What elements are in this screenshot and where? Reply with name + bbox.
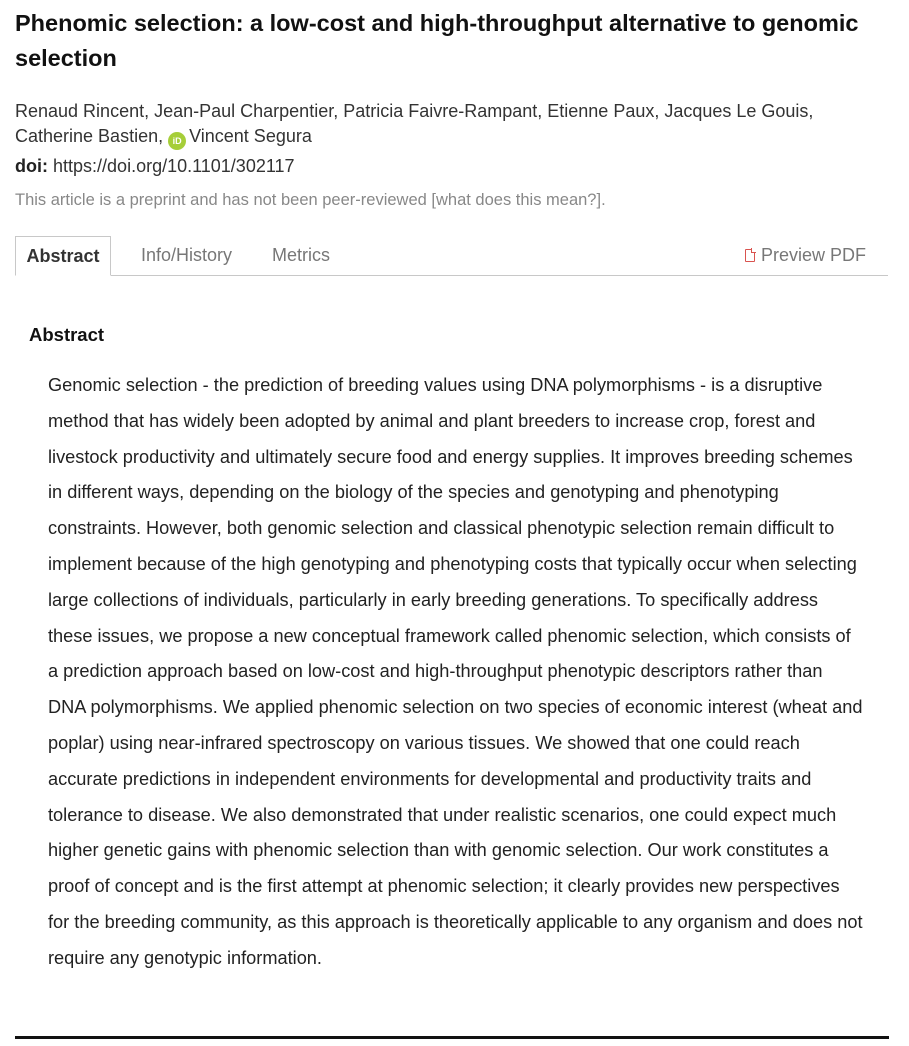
- author-list: [15, 99, 895, 150]
- preview-pdf-label: Preview PDF: [760, 245, 866, 265]
- pdf-file-icon: [745, 249, 755, 262]
- authors-line-1: Renaud Rincent, Jean-Paul Charpentier, Patricia Faivre-Rampant, Etienne Paux, Jacques Le Gouis,: [15, 101, 814, 121]
- tab-metrics[interactable]: Metrics: [272, 245, 330, 265]
- doi-line: [15, 154, 295, 178]
- orcid-icon[interactable]: iD: [168, 132, 186, 150]
- preview-pdf-button[interactable]: [745, 236, 866, 275]
- doi-link[interactable]: https://doi.org/10.1101/302117: [53, 156, 295, 176]
- section-divider: [15, 1036, 889, 1039]
- authors-line-2: Catherine Bastien,: [15, 126, 169, 146]
- article-tabs: [15, 236, 888, 276]
- tab-info-history[interactable]: Info/History: [141, 245, 233, 265]
- author-vincent-segura[interactable]: Vincent Segura: [189, 126, 312, 146]
- article-title: Phenomic selection: a low-cost and high-throughput alternative to genomic selection: [15, 10, 859, 71]
- doi-label: doi:: [15, 156, 48, 176]
- abstract-body: Genomic selection - the prediction of breeding values using DNA polymorphisms - is a disruptive method that has widely been adopted by animal and plant breeders to increase crop, forest and livestock productivity and ultimately secure food and energy supplies. It improves breeding schemes in different ways, depending on the biology of the species and genotyping and phenotyping constraints. However, both genomic selection and classical phenotypic selection remain difficult to implement because of the high genotyping and phenotyping costs that typically occur when selecting large collections of individuals, particularly in early breeding generations. To specifically address these issues, we propose a new conceptual framework called phenomic selection, which consists of a prediction approach based on low-cost and high-throughput phenotypic descriptors rather than DNA polymorphisms. We applied phenomic selection on two species of economic interest (wheat and poplar) using near-infrared spectroscopy on various tissues. We showed that one could reach accurate predictions in independent environments for developmental and productivity traits and tolerance to disease. We also demonstrated that under realistic scenarios, one could expect much higher genetic gains with phenomic selection than with genomic selection. Our work constitutes a proof of concept and is the first attempt at phenomic selection; it clearly provides new perspectives for the breeding community, as this approach is theoretically applicable to any organism and does not require any genotypic information.: [48, 375, 863, 968]
- tab-abstract[interactable]: Abstract: [15, 236, 111, 276]
- preprint-disclaimer[interactable]: This article is a preprint and has not been peer-reviewed [what does this mean?].: [15, 191, 606, 209]
- abstract-heading: Abstract: [29, 324, 105, 345]
